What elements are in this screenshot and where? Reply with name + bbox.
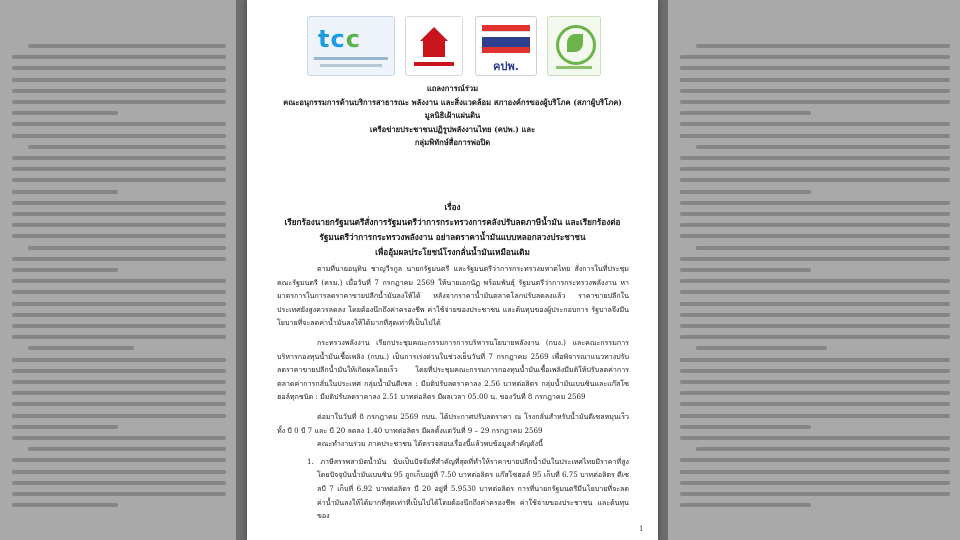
- background-text-line: [12, 212, 226, 216]
- background-text-line: [680, 257, 950, 261]
- background-text-line: [680, 178, 950, 182]
- background-text-line: [12, 324, 226, 328]
- background-text-line: [680, 234, 950, 238]
- background-text-line: [12, 391, 226, 395]
- background-text-line: [12, 111, 118, 115]
- background-text-line: [12, 313, 226, 317]
- tcc-logo-mark: tcc: [318, 25, 361, 53]
- header-line: แถลงการณ์ร่วม: [426, 84, 479, 93]
- background-page-right: [668, 0, 960, 540]
- red-house-logo: [405, 16, 463, 76]
- document-page: [247, 0, 658, 540]
- background-text-line: [680, 313, 950, 317]
- subject-line: เพื่ออุ้มผลประโยชน์โรงกลั่นน้ำมันเหมือนเดิม: [375, 247, 530, 257]
- background-text-line: [680, 212, 950, 216]
- body-text: [277, 262, 629, 523]
- background-text-line: [12, 55, 226, 59]
- kpp-logo: [475, 16, 537, 76]
- background-text-line: [680, 391, 950, 395]
- background-text-line: [12, 481, 226, 485]
- background-text-line: [680, 156, 950, 160]
- background-text-line: [12, 100, 226, 104]
- background-text-line: [680, 470, 950, 474]
- background-text-line: [680, 122, 950, 126]
- background-text-line: [696, 145, 950, 149]
- background-text-line: [12, 89, 226, 93]
- background-text-line: [680, 290, 950, 294]
- background-text-line: [28, 246, 226, 250]
- background-text-line: [680, 78, 950, 82]
- background-text-line: [680, 167, 950, 171]
- background-text-line: [12, 156, 226, 160]
- background-text-line: [680, 302, 950, 306]
- background-text-line: [680, 223, 950, 227]
- background-text-line: [12, 78, 226, 82]
- background-text-line: [696, 346, 827, 350]
- background-text-line: [12, 201, 226, 205]
- background-text-line: [12, 223, 226, 227]
- background-text-line: [12, 358, 226, 362]
- background-text-line: [12, 503, 118, 507]
- background-text-line: [696, 44, 950, 48]
- background-text-line: [696, 447, 950, 451]
- subject-block: [247, 200, 658, 260]
- background-text-line: [680, 55, 950, 59]
- background-text-line: [12, 470, 226, 474]
- background-text-line: [680, 481, 950, 485]
- background-text-line: [12, 335, 226, 339]
- background-text-line: [680, 492, 950, 496]
- header-line: เครือข่ายประชาชนปฏิรูปพลังงานไทย (คปพ.) และ: [369, 124, 536, 134]
- background-text-line: [680, 279, 950, 283]
- background-text-line: [680, 436, 950, 440]
- subject-line: เรียกร้องนายกรัฐมนตรีสั่งการรัฐมนตรีว่าการกระทรวงการคลังปรับลดภาษีน้ำมัน และเรียกร้องต่อ: [284, 217, 621, 227]
- document-header: [247, 82, 658, 150]
- background-text-line: [12, 190, 118, 194]
- background-text-line: [12, 458, 226, 462]
- background-text-line: [28, 447, 226, 451]
- page-number: 1: [639, 525, 644, 533]
- background-text-line: [12, 380, 226, 384]
- background-text-line: [12, 414, 226, 418]
- background-text-line: [680, 358, 950, 362]
- background-text-line: [680, 100, 950, 104]
- background-text-line: [12, 234, 226, 238]
- header-line: กลุ่มพิทักษ์สื่อการพ่อปิด: [414, 138, 491, 147]
- header-line: มูลนิธิเฝ้าแผ่นดิน: [424, 111, 481, 120]
- background-text-line: [12, 167, 226, 171]
- background-text-line: [680, 324, 950, 328]
- background-text-line: [12, 178, 226, 182]
- background-text-line: [680, 458, 950, 462]
- background-text-line: [680, 134, 950, 138]
- background-page-left: [0, 0, 236, 540]
- tcc-logo: [307, 16, 395, 76]
- background-text-line: [12, 134, 226, 138]
- background-text-line: [12, 66, 226, 70]
- background-text-line: [12, 302, 226, 306]
- background-text-line: [12, 425, 118, 429]
- background-text-line: [680, 66, 950, 70]
- background-text-line: [12, 268, 118, 272]
- background-text-line: [12, 122, 226, 126]
- paragraph: ตามที่นายอนุทิน ชาญวีรกูล นายกรัฐมนตรี และรัฐมนตรีว่าการกระทรวงมหาดไทย สั่งการในที่ประชุมคณะรัฐมนตรี (ครม.) เมื่อวันที่ 7 กรกฎาคม 2569 ให้นายเอกนัฏ พร้อมพันธุ์ รัฐมนตรีว่าการกระทรวงพลังงาน หามาตรการในการลดราคาขายปลีกน้ำมันลงให้ได้ หลังจากราคาน้ำมันตลาดโลกปรับลดลงแล้ว ราคาขายปลีกในประเทศยังสูงควรลดลง โดยต้องนึกถึงค่าครองชีพ ค่าใช้จ่ายของประชาชน และต้นทุนของผู้ประกอบการ รัฐบาลจึงมีนโยบายที่จะลดค่าน้ำมันลงให้ได้มากที่สุดเท่าที่เป็นไปได้: [277, 264, 629, 328]
- background-text-line: [680, 414, 950, 418]
- paragraph: คณะทำงานร่วม ภาคประชาชน ได้ตรวจสอบเรื่องนี้แล้วพบข้อมูลสำคัญดังนี้: [317, 439, 543, 449]
- background-text-line: [680, 201, 950, 205]
- background-text-line: [12, 257, 226, 261]
- background-text-line: [680, 380, 950, 384]
- background-text-line: [12, 436, 226, 440]
- background-text-line: [12, 492, 226, 496]
- background-text-line: [680, 190, 811, 194]
- background-text-line: [680, 503, 811, 507]
- background-text-line: [680, 111, 811, 115]
- header-line: คณะอนุกรรมการด้านบริการสาธารณะ พลังงาน และสิ่งแวดล้อม สภาองค์กรของผู้บริโภค (สภาผู้บริโภค): [283, 97, 622, 107]
- background-text-line: [12, 369, 226, 373]
- subject-label: เรื่อง: [444, 202, 461, 212]
- background-text-line: [680, 402, 950, 406]
- green-butterfly-logo: [547, 16, 601, 76]
- background-text-line: [28, 145, 226, 149]
- logo-row: [247, 16, 658, 76]
- background-text-line: [680, 425, 811, 429]
- background-text-line: [28, 44, 226, 48]
- background-text-line: [680, 335, 950, 339]
- kpp-logo-label: คปพ.: [493, 60, 519, 73]
- background-text-line: [680, 89, 950, 93]
- background-text-line: [696, 246, 950, 250]
- background-text-line: [12, 279, 226, 283]
- list-item: 1. ภาษีสรรพสามิตน้ำมัน นับเป็นปัจจัยที่สำคัญที่สุดที่ทำให้ราคาขายปลีกน้ำมันในประเทศไทยมีราคาที่สูงโดยปัจจุบันน้ำมันเบนซิน 95 ถูกเก็บอยู่ที่ 7.50 บาทต่อลิตร แก๊สโซฮอล์ 95 เก็บที่ 6.75 บาทต่อลิตร ดีเซลบี 7 เก็บที่ 6.92 บาทต่อลิตร บี 20 อยู่ที่ 5.9530 บาทต่อลิตร การที่นายกรัฐมนตรีมีนโยบายที่จะลดค่าน้ำมันลงให้ได้มากที่สุดเท่าที่เป็นไปได้โดยต้องนึกถึงค่าครองชีพ ค่าใช้จ่ายของประชาชน และต้นทุนของ: [307, 456, 629, 521]
- background-text-line: [12, 290, 226, 294]
- background-text-line: [28, 346, 134, 350]
- background-text-line: [680, 268, 811, 272]
- background-text-line: [680, 369, 950, 373]
- subject-line: รัฐมนตรีว่าการกระทรวงพลังงาน อย่าลดราคาน้ำมันแบบหลอกลวงประชาชน: [319, 232, 586, 242]
- background-text-line: [12, 402, 226, 406]
- paragraph: กระทรวงพลังงาน เรียกประชุมคณะกรรมการการบริหารนโยบายพลังงาน (กบง.) และคณะกรรมการบริหารกองทุนน้ำมันเชื้อเพลิง (กบน.) เป็นการเร่งด่วนในช่วงเย็นวันที่ 7 กรกฎาคม 2569 เพื่อพิจารณาแนวทางปรับลดราคาขายปลีกน้ำมันให้เกิดผลโดยเร็ว โดยที่ประชุมคณะกรรมการกองทุนน้ำมันเชื้อเพลิงมีมติให้ปรับลดค่าการตลาดค่าการกลั่นในประเทศ กลุ่มน้ำมันดีเซล : มีมติปรับลดราคาลง 2.56 บาทต่อลิตร กลุ่มน้ำมันเบนซินและแก๊สโซฮอล์ทุกชนิด : มีมติปรับลดราคาลง 2.51 บาทต่อลิตร มีผลเวลา 05.00 น. ของวันที่ 8 กรกฎาคม 2569: [277, 337, 629, 402]
- paragraph: ต่อมาในวันที่ 8 กรกฎาคม 2569 กบน. ได้ประกาศปรับลดราคา ณ โรงกลั่นสำหรับน้ำมันดีเซลหมุนเร็ว ทั้ง บี 0 บี 7 และ บี 20 ลดลง 1.40 บาทต่อลิตร มีผลตั้งแต่วันที่ 9 – 29 กรกฎาคม 2569: [277, 411, 629, 435]
